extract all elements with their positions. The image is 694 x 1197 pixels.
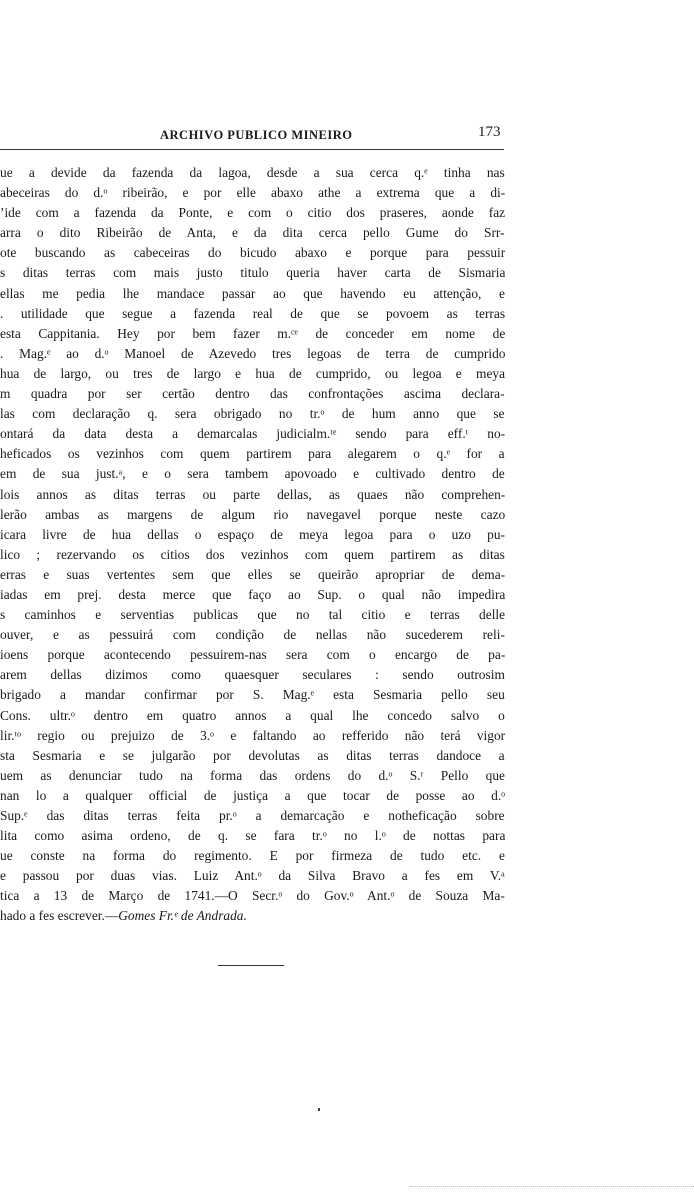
text-line: ioens porque acontecendo pessuirem-nas sera com o encargo de pa- [0, 647, 505, 663]
text-line: ontará da data desta a demarcalas judicialm.ᵗᵉ sendo para eff.ᵗ no- [0, 426, 505, 442]
text-line: lita como asima ordeno, de q. se fara tr.ᵒ no l.ᵒ de nottas para [0, 828, 505, 844]
text-line: Sup.ᵉ das ditas terras feita pr.ᵒ a demarcação e notheficação sobre [0, 808, 505, 823]
running-title: ARCHIVO PUBLICO MINEIRO [160, 128, 353, 142]
closing-line [0, 906, 505, 926]
text-line: ote buscando as cabeceiras do bicudo abaxo e porque para pessuir [0, 245, 505, 261]
end-rule [218, 965, 284, 966]
text-line: hua de largo, ou tres de largo e hua de cumprido, ou legoa e meya [0, 365, 505, 381]
text-line: lico ; rezervando os citios dos vezinhos com quem partirem as ditas [0, 546, 505, 562]
text-line: ue a devide da fazenda da lagoa, desde a sua cerca q.ᵉ tinha nas [0, 165, 505, 180]
text-line: lerão ambas as margens de algum rio navegavel porque neste cazo [0, 506, 505, 522]
body-text [0, 163, 505, 927]
text-line: nan lo a qualquer official de justiça a que tocar de posse ao d.ᵒ [0, 787, 505, 803]
text-line: arra o dito Ribeirão de Anta, e da dita cerca pello Gume do Srr- [0, 225, 505, 241]
text-line: abeceiras do d.ᵒ ribeirão, e por elle abaxo athe a extrema que a di- [0, 185, 505, 201]
page-number: 173 [478, 124, 501, 140]
text-line: sta Sesmaria e se julgarão por devolutas as ditas terras dandoce a [0, 747, 505, 763]
text-line: iadas em prej. desta merce que faço ao Sup. o qual não impedira [0, 586, 505, 602]
text-line: m quadra por ser certão dentro das confrontações ascima declara- [0, 386, 505, 402]
text-line: ʼide com a fazenda da Ponte, e com o citio dos praseres, aonde faz [0, 205, 505, 221]
text-line: arem dellas dizimos como quaesquer seculares : sendo outrosim [0, 667, 505, 683]
closing-text: hado a fes escrever.— [0, 908, 119, 924]
text-line: e passou por duas vias. Luiz Ant.ᵒ da Silva Bravo a fes em V.ᵃ [0, 868, 505, 884]
text-line: erras e suas vertentes sem que elles se queirão apropriar de dema- [0, 566, 505, 582]
ink-speck [318, 1108, 320, 1111]
text-line: lir.ᵗᵒ regio ou prejuizo de 3.ᵒ e faltando ao refferido não terá vigor [0, 727, 505, 743]
closing-signature: Gomes Fr.ᵉ de Andrada. [118, 908, 247, 924]
text-line: esta Cappitania. Hey por bem fazer m.ᶜᵉ de conceder em nome de [0, 325, 505, 341]
text-line: s ditas terras com mais justo titulo queria haver carta de Sismaria [0, 265, 505, 281]
text-line: uem as denunciar tudo na forma das ordens do d.ᵒ S.ʳ Pello que [0, 767, 505, 783]
text-line: heficados os vezinhos com quem partirem para alegarem o q.ᵉ for a [0, 446, 505, 462]
text-line: ue conste na forma do regimento. E por firmeza de tudo etc. e [0, 848, 505, 864]
text-line: tica a 13 de Março de 1741.—O Secr.ᵒ do Gov.ᵒ Ant.ᵒ de Souza Ma- [0, 888, 505, 904]
text-line: ouver, e as pessuirá com condição de nellas não sucederem reli- [0, 627, 505, 643]
text-line: las com declaração q. sera obrigado no tr.ᵒ de hum anno que se [0, 406, 505, 422]
running-head [0, 124, 520, 146]
text-line: . Mag.ᵉ ao d.ᵒ Manoel de Azevedo tres legoas de terra de cumprido [0, 345, 505, 361]
text-line: ellas me pedia lhe mandace passar ao que havendo eu attenção, e [0, 285, 505, 301]
bottom-edge-trace [410, 1186, 694, 1187]
text-line: . utilidade que segue a fazenda real de que se povoem as terras [0, 305, 505, 321]
text-line: brigado a mandar confirmar por S. Mag.ᵉ esta Sesmaria pello seu [0, 687, 505, 703]
text-line: s caminhos e serventias publicas que no tal citio e terras delle [0, 607, 505, 623]
header-rule [0, 149, 504, 150]
text-line: em de sua just.ᵃ, e o sera tambem apovoado e cultivado dentro de [0, 466, 505, 482]
text-line: lois annos as ditas terras ou parte dellas, as quaes não comprehen- [0, 486, 505, 502]
text-line: icara livre de hua dellas o espaço de meya legoa para o uzo pu- [0, 526, 505, 542]
text-line: Cons. ultr.ᵒ dentro em quatro annos a qual lhe concedo salvo o [0, 707, 505, 723]
